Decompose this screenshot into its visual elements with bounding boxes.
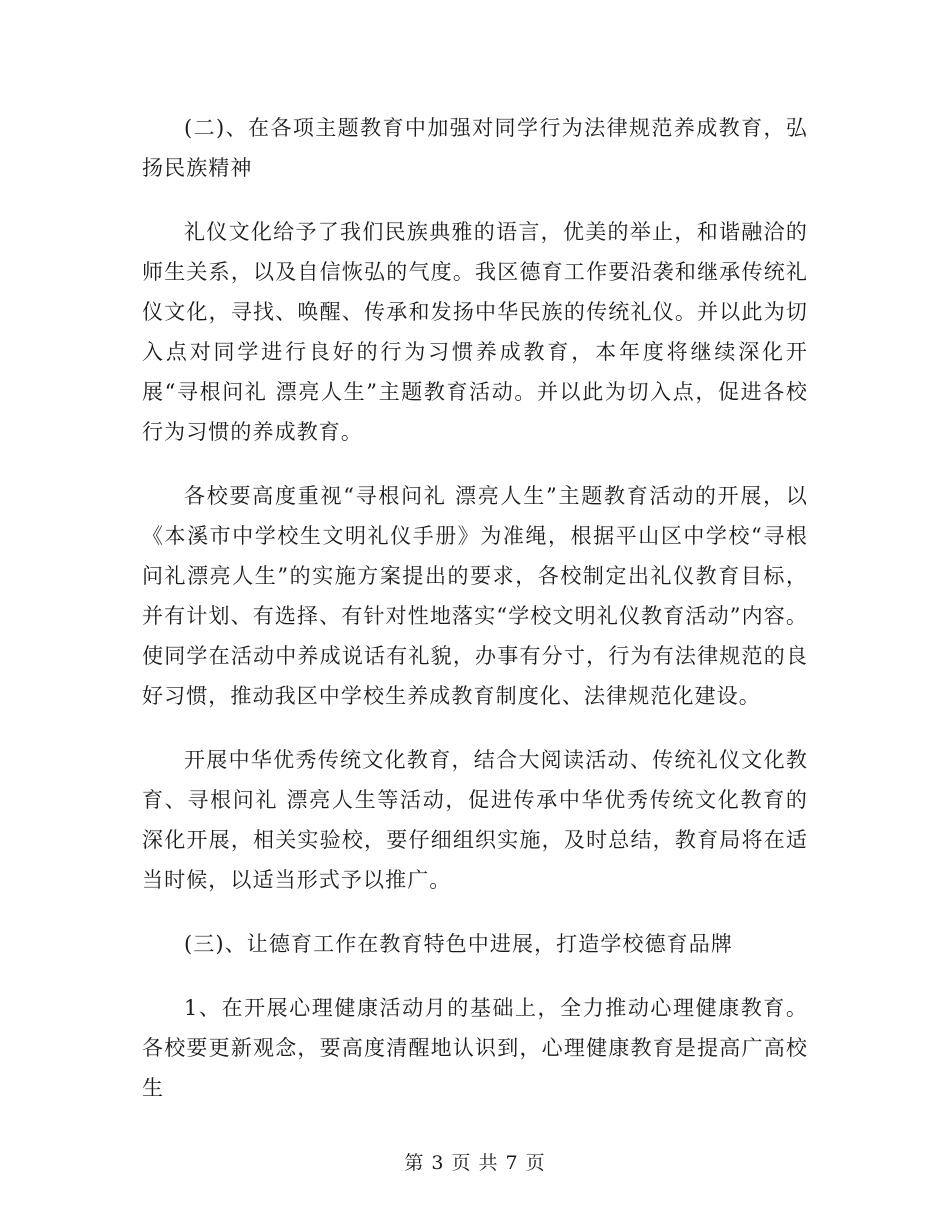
page-number-footer: 第 3 页 共 7 页 bbox=[404, 1152, 546, 1174]
section-heading-3: (三)、让德育工作在教育特色中进展，打造学校德育品牌 bbox=[184, 932, 733, 956]
body-paragraph: 各校要高度重视“寻根问礼 漂亮人生”主题教育活动的开展，以《本溪市中学校生文明礼仪手册》为准绳，根据平山区中学校“寻根问礼漂亮人生”的实施方案提出的要求，各校制定出礼仪教育目标，并有计划、有选择、有针对性地落实“学校文明礼仪教育活动”内容。使同学在活动中养成说话有礼貌，办事有分寸，行为有法律规范的良好习惯，推动我区中学校生养成教育制度化、法律规范化建设。 bbox=[142, 484, 808, 708]
document-body bbox=[142, 108, 808, 1132]
section-heading-2: (二)、在各项主题教育中加强对同学行为法律规范养成教育，弘扬民族精神 bbox=[142, 116, 808, 180]
body-paragraph: 开展中华优秀传统文化教育，结合大阅读活动、传统礼仪文化教育、寻根问礼 漂亮人生等活动，促进传承中华优秀传统文化教育的深化开展，相关实验校，要仔细组织实施，及时总结，教育局将在适当时候，以适当形式予以推广。 bbox=[142, 748, 808, 892]
body-paragraph: 1、在开展心理健康活动月的基础上，全力推动心理健康教育。各校要更新观念，要高度清醒地认识到，心理健康教育是提高广高校生 bbox=[142, 996, 808, 1100]
body-paragraph: 礼仪文化给予了我们民族典雅的语言，优美的举止，和谐融洽的师生关系，以及自信恢弘的气度。我区德育工作要沿袭和继承传统礼仪文化，寻找、唤醒、传承和发扬中华民族的传统礼仪。并以此为切入点对同学进行良好的行为习惯养成教育，本年度将继续深化开展“寻根问礼 漂亮人生”主题教育活动。并以此为切入点，促进各校行为习惯的养成教育。 bbox=[142, 220, 808, 444]
